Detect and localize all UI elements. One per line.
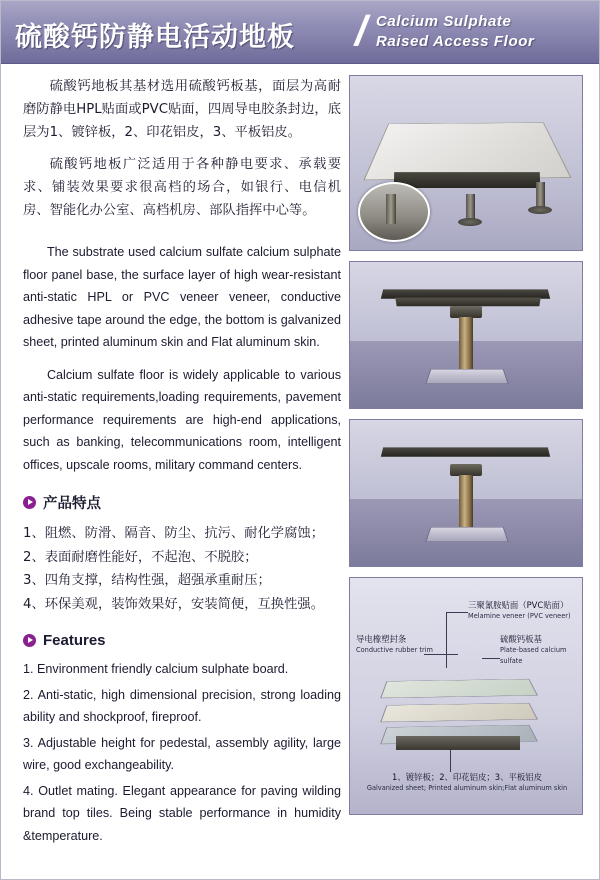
leader-line (482, 658, 500, 659)
label-calcium-sulphate-base: 硫酸钙板基 Plate-based calcium sulfate (500, 634, 567, 665)
label-melamine-veneer: 三聚氰胺贴面（PVC贴面） Melamine veneer (PVC veneer) (468, 600, 571, 620)
leader-line (450, 750, 451, 772)
left-text-column (23, 75, 341, 850)
layer-calcium-sulphate-core (380, 703, 538, 722)
list-item: 4. Outlet mating. Elegant appearance for paving wilding brand top tiles. Being stable performance in humidity &temperature. (23, 783, 341, 843)
section-title-cn: 产品特点 (43, 496, 101, 512)
label-conductive-rubber-trim: 导电橡塑封条 Conductive rubber trim (356, 634, 433, 654)
list-item: 4、环保美观，装饰效果好，安装简便，互换性强。 (23, 596, 324, 612)
pedestal-assembly-photo (349, 261, 583, 409)
paragraph-cn-2: 硫酸钙地板广泛适用于各种静电要求、承载要求、铺装效果要求很高档的场合，如银行、电信机房、智能化办公室、高档机房、部队指挥中心等。 (23, 157, 341, 218)
pedestal-base-plate (425, 369, 509, 384)
layer-edge-trim (396, 736, 520, 750)
pedestal-base (528, 206, 552, 214)
list-item: 1、阻燃、防滑、隔音、防尘、抗污、耐化学腐蚀； (23, 526, 324, 541)
layer-veneer (380, 679, 538, 698)
raised-floor-panel-photo (349, 75, 583, 251)
stringer-beam (381, 448, 550, 457)
pedestal-stem (536, 182, 545, 208)
page-title-en-line1: Calcium Sulphate (376, 13, 512, 30)
features-list-en (23, 658, 341, 847)
list-item: 1. Environment friendly calcium sulphate board. (23, 662, 289, 676)
list-item: 3. Adjustable height for pedestal, assembly agility, large wire, good exchangeability. (23, 735, 341, 772)
pedestal-stem (459, 475, 473, 527)
floor-panel-edge (394, 172, 540, 188)
layer-structure-diagram (349, 577, 583, 815)
page-header (1, 1, 600, 64)
exploded-layer-stack (384, 670, 532, 756)
features-list-cn (23, 522, 341, 616)
pedestal-head (450, 464, 482, 476)
paragraph-en-1: The substrate used calcium sulfate calcium sulphate floor panel base, the surface layer of high wear-resistant anti-static HPL or PVC veneer veneer, conductive adhesive tape around the edge, the bottom is galvanized sheet, printed aluminum skin and Flat aluminum skin. (23, 245, 341, 349)
pedestal-base-plate (425, 527, 509, 542)
pedestal-stem (459, 317, 473, 369)
leader-line (424, 654, 458, 655)
leader-line (446, 612, 468, 613)
pedestal-stem (466, 194, 475, 220)
header-slash-divider: / (351, 7, 373, 54)
section-header-features-cn (23, 492, 341, 513)
section-title-en: Features (43, 632, 106, 649)
page-title-cn: 硫酸钙防静电活动地板 (15, 22, 295, 52)
list-item: 3、四角支撑，结构性强，超强承重耐压； (23, 573, 271, 588)
section-header-features-en (23, 632, 341, 649)
list-item: 2、表面耐磨性能好，不起泡、不脱胶； (23, 549, 258, 565)
right-image-column (349, 75, 585, 825)
pedestal-base (458, 218, 482, 226)
pedestal-closeup-inset (358, 182, 430, 242)
pedestal-detail-photo (349, 419, 583, 567)
list-item: 2. Anti-static, high dimensional precision, strong loading ability and shockproof, fireproof. (23, 687, 341, 724)
play-bullet-icon (23, 496, 36, 509)
label-bottom-materials: 1、镀锌板；2、印花铝皮；3、平板铝皮 Galvanized sheet; Printed aluminum skin;Flat aluminum skin (366, 772, 568, 792)
play-bullet-icon (23, 634, 36, 647)
page-title-en (376, 12, 591, 52)
pedestal-head (450, 306, 482, 318)
paragraph-en-2: Calcium sulfate floor is widely applicable to various anti-static requirements,loading requirements, pavement performance requirements are high-end applications, such as banking, telecommunications room, intelligent offices, upscale rooms, military command centers. (23, 367, 341, 472)
page-title-en-line2: Raised Access Floor (376, 33, 535, 50)
paragraph-cn-1: 硫酸钙地板其基材选用硫酸钙板基，面层为高耐磨防静电HPL贴面或PVC贴面，四周导电胶条封边，底层为1、镀锌板，2、印花铝皮，3、平板铝皮。 (23, 79, 341, 140)
